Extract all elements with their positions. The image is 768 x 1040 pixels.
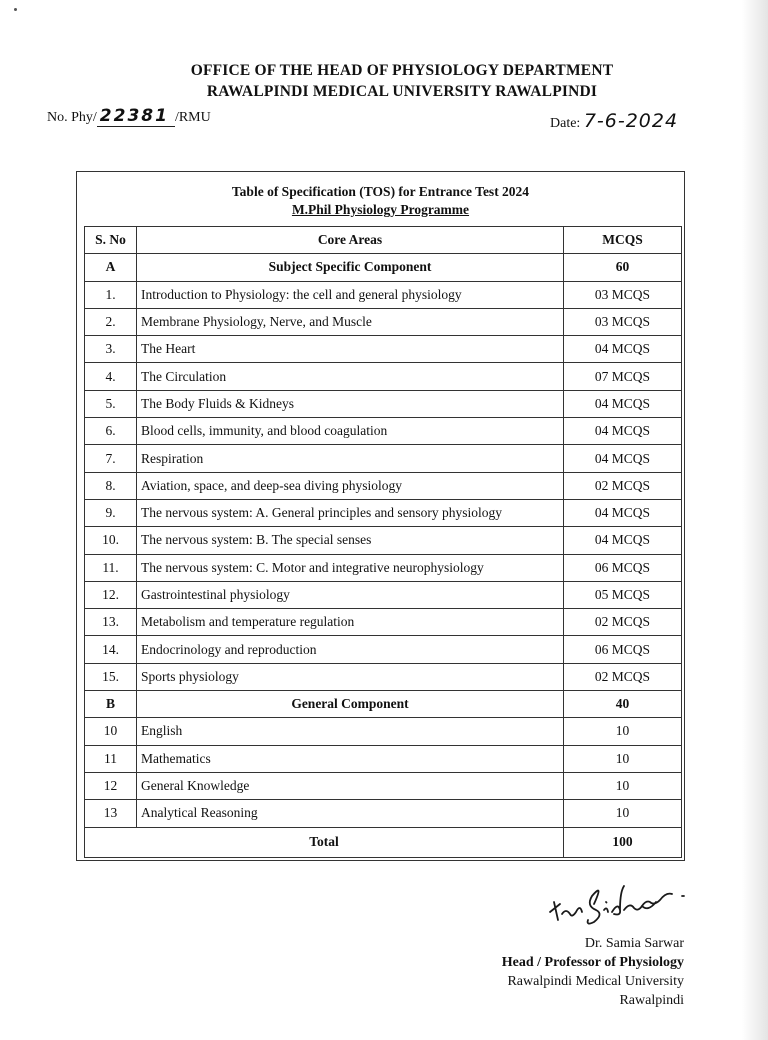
row-mcqs: 04 MCQS xyxy=(564,527,682,554)
signatory-institution: Rawalpindi Medical University xyxy=(507,974,684,989)
row-core-area: Mathematics xyxy=(137,745,564,772)
section-b-id: B xyxy=(85,691,137,718)
row-sno: 11 xyxy=(85,745,137,772)
table-row xyxy=(85,499,682,526)
signatory-name: Dr. Samia Sarwar xyxy=(584,936,684,951)
reference-suffix: /RMU xyxy=(174,110,211,125)
table-row xyxy=(85,663,682,690)
row-core-area: Analytical Reasoning xyxy=(137,800,564,827)
row-mcqs: 10 xyxy=(564,772,682,799)
table-row xyxy=(85,609,682,636)
row-core-area: Sports physiology xyxy=(137,663,564,690)
row-sno: 3. xyxy=(85,336,137,363)
section-b-row xyxy=(85,691,682,718)
row-sno: 12. xyxy=(85,581,137,608)
section-b-total: 40 xyxy=(564,691,682,718)
table-row xyxy=(85,418,682,445)
tos-subtitle: M.Phil Physiology Programme xyxy=(291,202,470,217)
table-header-row xyxy=(85,227,682,254)
tos-table-body xyxy=(85,227,682,858)
row-core-area: The Heart xyxy=(137,336,564,363)
tos-title: Table of Specification (TOS) for Entrance Test 2024 xyxy=(231,184,530,199)
signatory-title: Head / Professor of Physiology xyxy=(501,955,684,970)
table-row xyxy=(85,472,682,499)
signatory-city: Rawalpindi xyxy=(619,993,684,1008)
row-core-area: Membrane Physiology, Nerve, and Muscle xyxy=(137,308,564,335)
row-sno: 6. xyxy=(85,418,137,445)
table-row xyxy=(85,718,682,745)
total-value: 100 xyxy=(564,827,682,857)
table-row xyxy=(85,336,682,363)
table-row xyxy=(85,636,682,663)
section-a-id: A xyxy=(85,254,137,281)
table-row xyxy=(85,772,682,799)
table-row xyxy=(85,308,682,335)
section-a-name: Subject Specific Component xyxy=(137,254,564,281)
row-core-area: The Body Fluids & Kidneys xyxy=(137,390,564,417)
handwritten-signature xyxy=(542,874,692,934)
row-mcqs: 10 xyxy=(564,718,682,745)
row-sno: 4. xyxy=(85,363,137,390)
row-mcqs: 03 MCQS xyxy=(564,281,682,308)
row-core-area: The nervous system: B. The special senses xyxy=(137,527,564,554)
col-header-mcqs: MCQS xyxy=(564,227,682,254)
row-core-area: The Circulation xyxy=(137,363,564,390)
reference-number xyxy=(47,106,211,126)
row-mcqs: 06 MCQS xyxy=(564,554,682,581)
row-sno: 9. xyxy=(85,499,137,526)
row-core-area: Respiration xyxy=(137,445,564,472)
row-sno: 14. xyxy=(85,636,137,663)
row-core-area: General Knowledge xyxy=(137,772,564,799)
row-mcqs: 04 MCQS xyxy=(564,445,682,472)
scan-speck xyxy=(14,8,17,11)
row-mcqs: 04 MCQS xyxy=(564,390,682,417)
total-label: Total xyxy=(85,827,564,857)
row-sno: 10. xyxy=(85,527,137,554)
row-sno: 7. xyxy=(85,445,137,472)
tos-frame xyxy=(76,171,685,861)
section-b-name: General Component xyxy=(137,691,564,718)
table-row xyxy=(85,445,682,472)
date-handwritten-value: 7-6-2024 xyxy=(583,110,679,132)
row-sno: 5. xyxy=(85,390,137,417)
row-mcqs: 07 MCQS xyxy=(564,363,682,390)
row-mcqs: 02 MCQS xyxy=(564,472,682,499)
row-sno: 10 xyxy=(85,718,137,745)
date-label: Date: xyxy=(550,116,581,131)
row-mcqs: 05 MCQS xyxy=(564,581,682,608)
row-sno: 12 xyxy=(85,772,137,799)
row-mcqs: 02 MCQS xyxy=(564,663,682,690)
reference-prefix: No. Phy/ xyxy=(47,110,97,125)
table-row xyxy=(85,745,682,772)
col-header-sno: S. No xyxy=(85,227,137,254)
table-row xyxy=(85,527,682,554)
row-core-area: Metabolism and temperature regulation xyxy=(137,609,564,636)
row-sno: 1. xyxy=(85,281,137,308)
table-row xyxy=(85,581,682,608)
table-row xyxy=(85,554,682,581)
row-sno: 15. xyxy=(85,663,137,690)
row-mcqs: 06 MCQS xyxy=(564,636,682,663)
row-core-area: The nervous system: C. Motor and integrative neurophysiology xyxy=(137,554,564,581)
table-row xyxy=(85,363,682,390)
row-sno: 11. xyxy=(85,554,137,581)
row-mcqs: 04 MCQS xyxy=(564,418,682,445)
tos-table xyxy=(84,226,682,858)
section-a-row xyxy=(85,254,682,281)
reference-handwritten-number: 22381 xyxy=(97,106,175,127)
row-core-area: Aviation, space, and deep-sea diving physiology xyxy=(137,472,564,499)
row-core-area: English xyxy=(137,718,564,745)
row-core-area: The nervous system: A. General principles and sensory physiology xyxy=(137,499,564,526)
row-core-area: Endocrinology and reproduction xyxy=(137,636,564,663)
row-mcqs: 03 MCQS xyxy=(564,308,682,335)
row-core-area: Gastrointestinal physiology xyxy=(137,581,564,608)
row-core-area: Blood cells, immunity, and blood coagulation xyxy=(137,418,564,445)
row-sno: 2. xyxy=(85,308,137,335)
row-core-area: Introduction to Physiology: the cell and general physiology xyxy=(137,281,564,308)
university-heading: RAWALPINDI MEDICAL UNIVERSITY RAWALPINDI xyxy=(206,83,598,100)
page-edge-shadow xyxy=(742,0,768,1040)
row-sno: 8. xyxy=(85,472,137,499)
office-heading: OFFICE OF THE HEAD OF PHYSIOLOGY DEPARTMENT xyxy=(190,62,614,79)
table-row xyxy=(85,390,682,417)
col-header-core-areas: Core Areas xyxy=(137,227,564,254)
row-sno: 13 xyxy=(85,800,137,827)
table-row xyxy=(85,800,682,827)
row-mcqs: 10 xyxy=(564,745,682,772)
section-a-total: 60 xyxy=(564,254,682,281)
total-row xyxy=(85,827,682,857)
row-sno: 13. xyxy=(85,609,137,636)
row-mcqs: 10 xyxy=(564,800,682,827)
row-mcqs: 04 MCQS xyxy=(564,499,682,526)
row-mcqs: 04 MCQS xyxy=(564,336,682,363)
document-date xyxy=(550,110,678,132)
row-mcqs: 02 MCQS xyxy=(564,609,682,636)
table-row xyxy=(85,281,682,308)
tos-title-block xyxy=(77,183,684,219)
signatory-block xyxy=(502,934,684,1010)
